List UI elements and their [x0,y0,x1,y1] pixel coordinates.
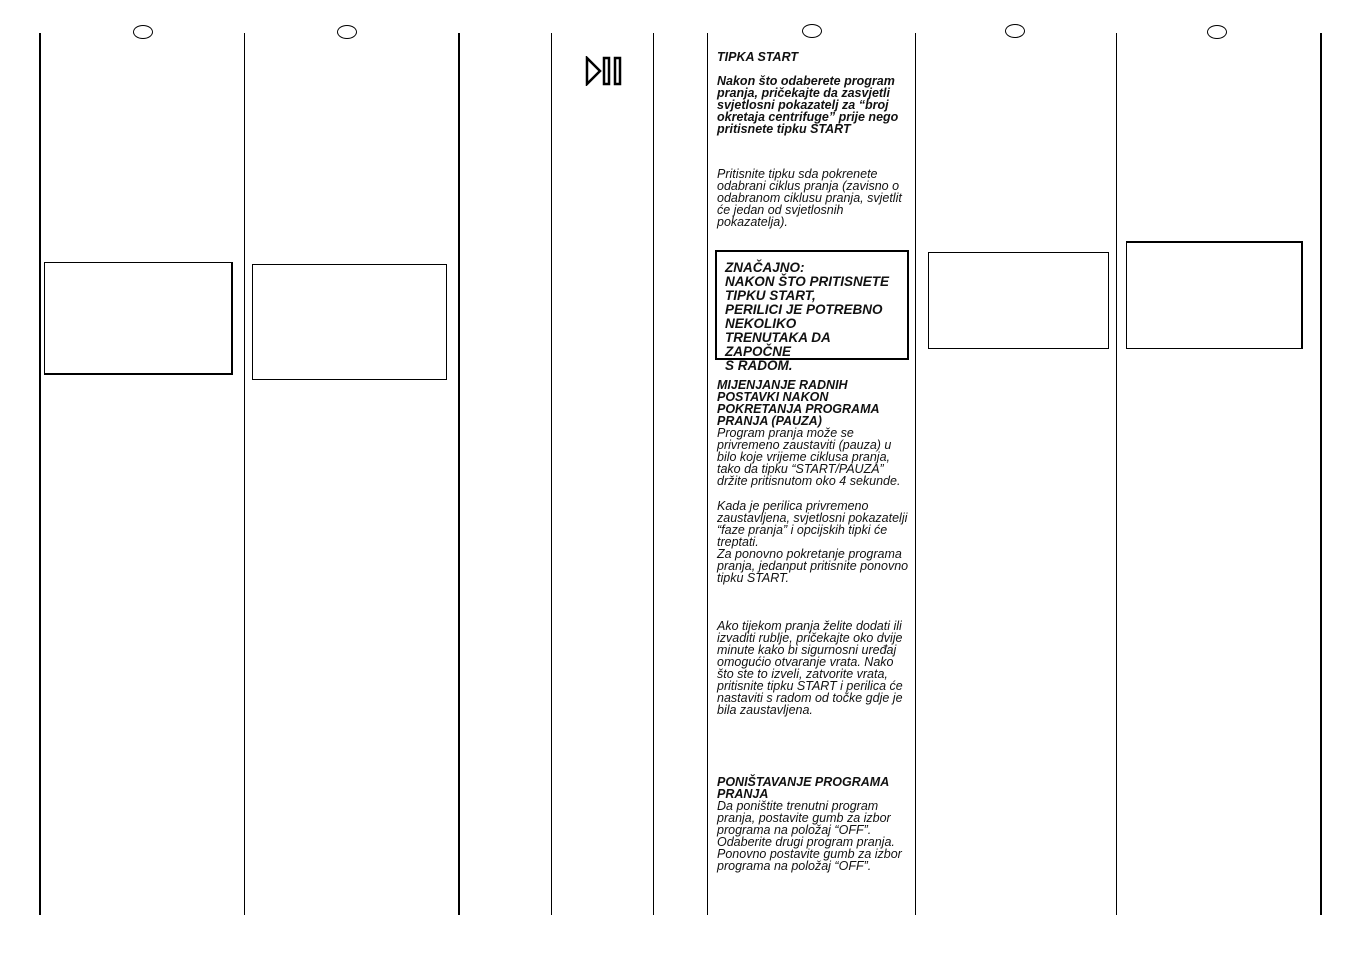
note-line: PERILICI JE POTREBNO [725,302,883,317]
section-heading: PONIŠTAVANJE PROGRAMA PRANJA [717,775,889,801]
column-divider [39,33,41,915]
column-divider [707,33,708,915]
start-description [717,168,913,228]
column-divider [551,33,552,915]
paragraph: Ako tijekom pranja želite dodati ili izvaditi rublje, pričekajte oko dvije minute kako bi sigurnosni uređaj omogućio otvaranje vrata. Nako što ste to izveli, zatvorite vrata, pritisnite tipku START i perilica će nastaviti s radom od točke gdje je bila zaustavljena. [717,619,903,717]
column-divider [244,33,245,915]
empty-box [252,264,447,380]
language-circle [802,24,822,38]
note-line: NEKOLIKO [725,316,797,331]
paragraph: Odaberite drugi program pranja. [717,835,895,849]
language-circle [133,25,153,39]
language-circle [1005,24,1025,38]
note-line: S RADOM. [725,358,793,373]
pause-section [717,379,913,487]
note-line: NAKON ŠTO PRITISNETE [725,274,890,289]
column-divider [1320,33,1322,915]
paragraph: Da poništite trenutni program pranja, postavite gumb za izbor programa na položaj “OFF”. [717,799,891,837]
note-line: ZNAČAJNO: [725,260,805,275]
empty-box [928,252,1109,349]
note-line: TIPKU START, [725,288,816,303]
section-heading: TIPKA START [717,50,799,64]
paragraph: Kada je perilica privremeno zaustavljena, svjetlosni pokazatelji “faze pranja” i opcijskih tipki će treptati. [717,499,908,549]
door-paragraph [717,620,913,716]
language-circle [337,25,357,39]
column-divider [915,33,916,915]
empty-box [44,262,233,375]
note-line: TRENUTAKA DA ZAPOČNE [725,330,831,359]
bold-paragraph: Nakon što odaberete program pranja, pričekajte da zasvjetli svjetlosni pokazatelj za “broj okretaja centrifuge” prije nego pritisnete tipku START [717,74,899,136]
important-note-box [715,250,909,373]
pause-paragraph [717,500,913,584]
play-pause-icon [585,56,623,91]
column-divider [458,33,460,915]
column-divider [1116,33,1117,915]
paragraph: Program pranja može se privremeno zaustaviti (pauza) u bilo koje vrijeme ciklusa pranja, tako da tipku “START/PAUZA” držite pritisnutom oko 4 sekunde. [717,426,901,488]
paragraph: Za ponovno pokretanje programa pranja, jedanput pritisnite ponovno tipku START. [717,547,909,585]
paragraph: Pritisnite tipku sda pokrenete odabrani ciklus pranja (zavisno o odabranom ciklusu pranja, svjetlit će jedan od svjetlosnih pokazatelja). [717,167,902,229]
cancel-section [717,776,913,872]
start-section [717,51,913,63]
section-heading: MIJENJANJE RADNIH POSTAVKI NAKON POKRETANJA PROGRAMA PRANJA (PAUZA) [717,378,880,428]
language-circle [1207,25,1227,39]
empty-box [1126,241,1303,349]
column-divider [653,33,654,915]
start-bold-note [717,75,913,135]
paragraph: Ponovno postavite gumb za izbor programa na položaj “OFF”. [717,847,902,873]
